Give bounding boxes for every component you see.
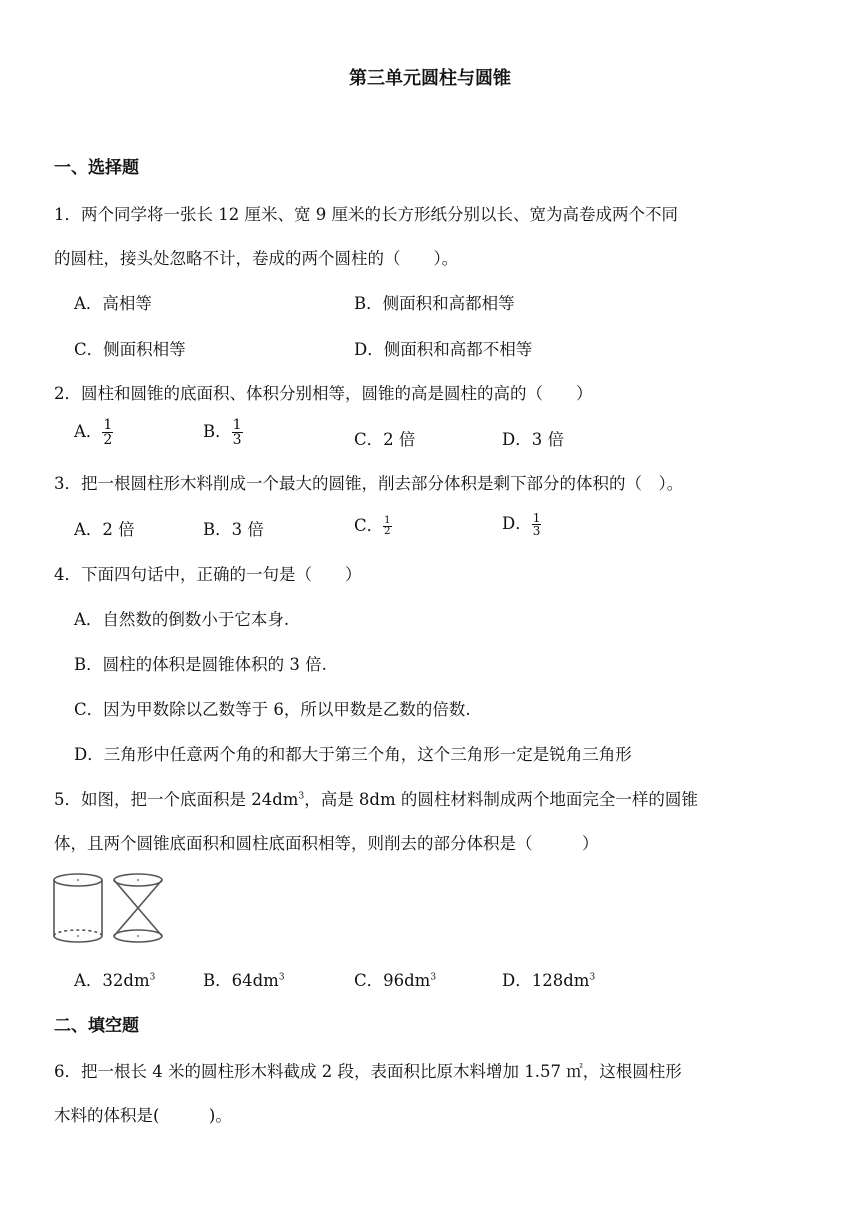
q4-option-c: C．因为甲数除以乙数等于 6，所以甲数是乙数的倍数. [74,700,471,719]
page-title: 第三单元圆柱与圆锥 [349,68,511,89]
q4-option-d: D．三角形中任意两个角的和都大于第三个角，这个三角形一定是锐角三角形 [74,745,632,764]
q2-option-c: C．2 倍 [354,430,416,449]
q1-option-a: A．高相等 [74,294,152,313]
q2-option-d: D．3 倍 [502,430,564,449]
q5-stem-line2: 体，且两个圆锥底面积和圆柱底面积相等，则削去的部分体积是（ ） [54,834,599,853]
q1-stem-line1: 1．两个同学将一张长 12 厘米、宽 9 厘米的长方形纸分别以长、宽为高卷成两个不同 [54,205,678,224]
q5-option-d: D．$128dm^3$ [502,971,596,990]
q3-option-d-fraction: $\frac{1}{3}$ [532,511,541,538]
q5-stem-line1: 5．如图，把一个底面积是 $24dm^3$，高是 8dm 的圆柱材料制成两个地面完全一样的圆锥 [54,790,698,809]
section-choice-heading: 一、选择题 [54,158,139,178]
q1-stem-line2: 的圆柱，接头处忽略不计，卷成的两个圆柱的（ ）。 [54,249,459,268]
q3-option-d-label: D． [502,514,532,533]
q4-option-a: A．自然数的倒数小于它本身. [74,610,290,629]
cylinder-cone-figure [50,868,166,948]
q1-option-b: B．侧面积和高都相等 [354,294,515,313]
q3-option-c-fraction: $\frac{1}{2}$ [384,515,391,537]
q3-option-c-label: C． [354,516,384,535]
q3-option-d [502,510,541,537]
q3-stem: 3．把一根圆柱形木料削成一个最大的圆锥，削去部分体积是剩下部分的体积的（ ）。 [54,474,684,493]
q5-option-c: C．$96dm^3$ [354,971,437,990]
q6-stem-line1: 6．把一根长 4 米的圆柱形木料截成 2 段，表面积比原木料增加 1.57 ㎡，这根圆柱形 [54,1062,682,1081]
q3-option-b: B．3 倍 [203,520,264,539]
q5-option-a: A．$32dm^3$ [74,971,156,990]
q4-option-b: B．圆柱的体积是圆锥体积的 3 倍. [74,655,327,674]
q2-option-a-label: A． [74,422,103,441]
q2-option-b-label: B． [203,422,232,441]
q3-option-c [354,512,392,537]
q1-option-d: D．侧面积和高都不相等 [354,340,533,359]
q2-option-b-fraction: $\frac{1}{3}$ [232,417,242,448]
q2-option-a [74,418,113,447]
q2-option-a-fraction: $\frac{1}{2}$ [103,417,113,448]
q6-stem-line2: 木料的体积是( )。 [54,1106,232,1125]
q1-option-c: C．侧面积相等 [74,340,186,359]
section-fill-heading: 二、填空题 [54,1016,139,1036]
q4-stem: 4．下面四句话中，正确的一句是（ ） [54,565,362,584]
cylinder-bottom-front [54,936,102,942]
q2-stem: 2．圆柱和圆锥的底面积、体积分别相等，圆锥的高是圆柱的高的（ ） [54,384,593,403]
q3-option-a: A．2 倍 [74,520,135,539]
q2-option-b [203,418,243,447]
q5-option-b: B．$64dm^3$ [203,971,285,990]
